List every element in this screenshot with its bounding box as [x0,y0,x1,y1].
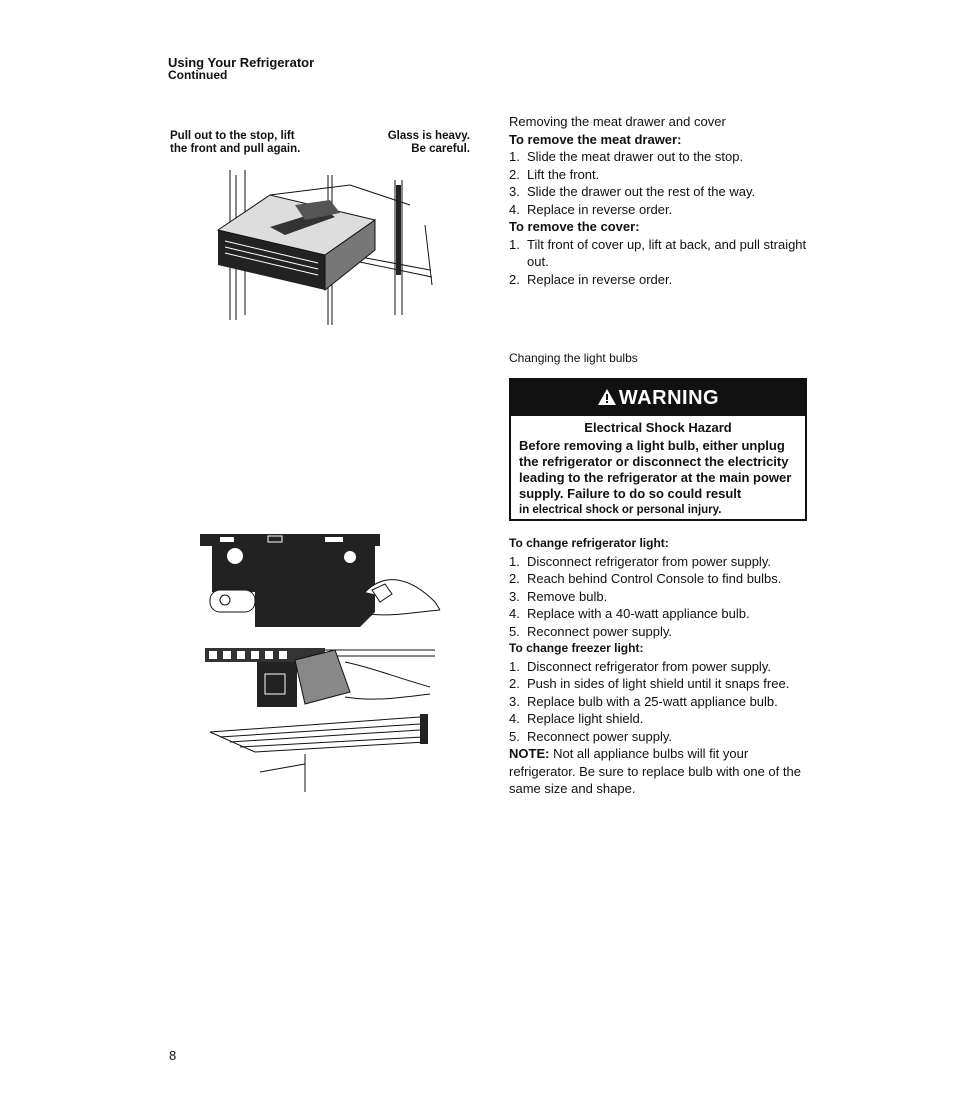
caption-line: Pull out to the stop, lift [170,130,295,142]
section-title: Using Your Refrigerator [168,55,315,70]
list-item: 3. Remove bulb. [509,588,608,604]
list-item: 1. Tilt front of cover up, lift at back, and pull straight out. [509,236,807,269]
list-item: 5. Reconnect power supply. [509,728,673,744]
note-label: NOTE: [509,746,550,761]
list-item: 1. Slide the meat drawer out to the stop. [509,149,744,164]
note-text: Not all appliance bulbs will fit your refrigerator. Be sure to replace bulb with one of the same size and shape. [509,746,801,796]
warning-body-end: in electrical shock or personal injury. [519,504,722,516]
note [509,745,809,798]
remove-drawer-subheading: To remove the meat drawer: [509,131,682,147]
refrigerator-light-illustration [200,532,442,632]
freezer-light-subheading: To change freezer light: [509,641,644,655]
fridge-light-subheading: To change refrigerator light: [509,536,669,550]
warning-title: Electrical Shock Hazard [584,420,732,435]
list-item: 1. Disconnect refrigerator from power supply. [509,553,771,569]
freezer-light-steps [509,658,809,746]
drawer-figure-caption-right [370,130,470,156]
list-item: 2. Reach behind Control Console to find bulbs. [509,571,782,586]
remove-drawer-steps [509,148,809,218]
warning-box [509,378,807,521]
list-item: 5. Reconnect power supply. [509,623,673,639]
remove-cover-subheading: To remove the cover: [509,219,640,234]
page-number: 8 [169,1048,177,1063]
light-bulbs-heading: Changing the light bulbs [509,351,638,365]
list-item: 2. Replace in reverse order. [509,271,673,287]
list-item: 4. Replace with a 40-watt appliance bulb. [509,606,750,621]
list-item: 4. Replace light shield. [509,711,644,726]
fridge-light-steps [509,553,809,641]
warning-label: WARNING [618,387,720,409]
list-item: 3. Slide the drawer out the rest of the way. [509,184,756,199]
meat-drawer-illustration [210,165,440,330]
bulb-instructions [509,535,809,798]
list-item: 2. Lift the front. [509,166,600,182]
section-subtitle: Continued [168,68,228,82]
caption-line: the front and pull again. [170,143,301,155]
warning-triangle-icon [597,382,617,418]
list-item: 1. Disconnect refrigerator from power supply. [509,658,771,674]
meat-drawer-section [509,113,809,288]
warning-body-text: Before removing a light bulb, either unplug the refrigerator or disconnect the electricity leading to the refrigerator at the main power supply. Failure to do so could result [519,438,792,501]
freezer-light-illustration [195,642,437,792]
warning-body [519,438,801,518]
caption-line: Be careful. [411,143,470,155]
meat-drawer-heading: Removing the meat drawer and cover [509,114,726,129]
list-item: 3. Replace bulb with a 25-watt appliance bulb. [509,693,778,709]
remove-cover-steps [509,236,809,289]
warning-band [511,380,805,416]
drawer-figure-caption-left [170,130,300,156]
caption-line: Glass is heavy. [387,130,470,142]
list-item: 4. Replace in reverse order. [509,201,673,217]
list-item: 2. Push in sides of light shield until it snaps free. [509,676,790,691]
